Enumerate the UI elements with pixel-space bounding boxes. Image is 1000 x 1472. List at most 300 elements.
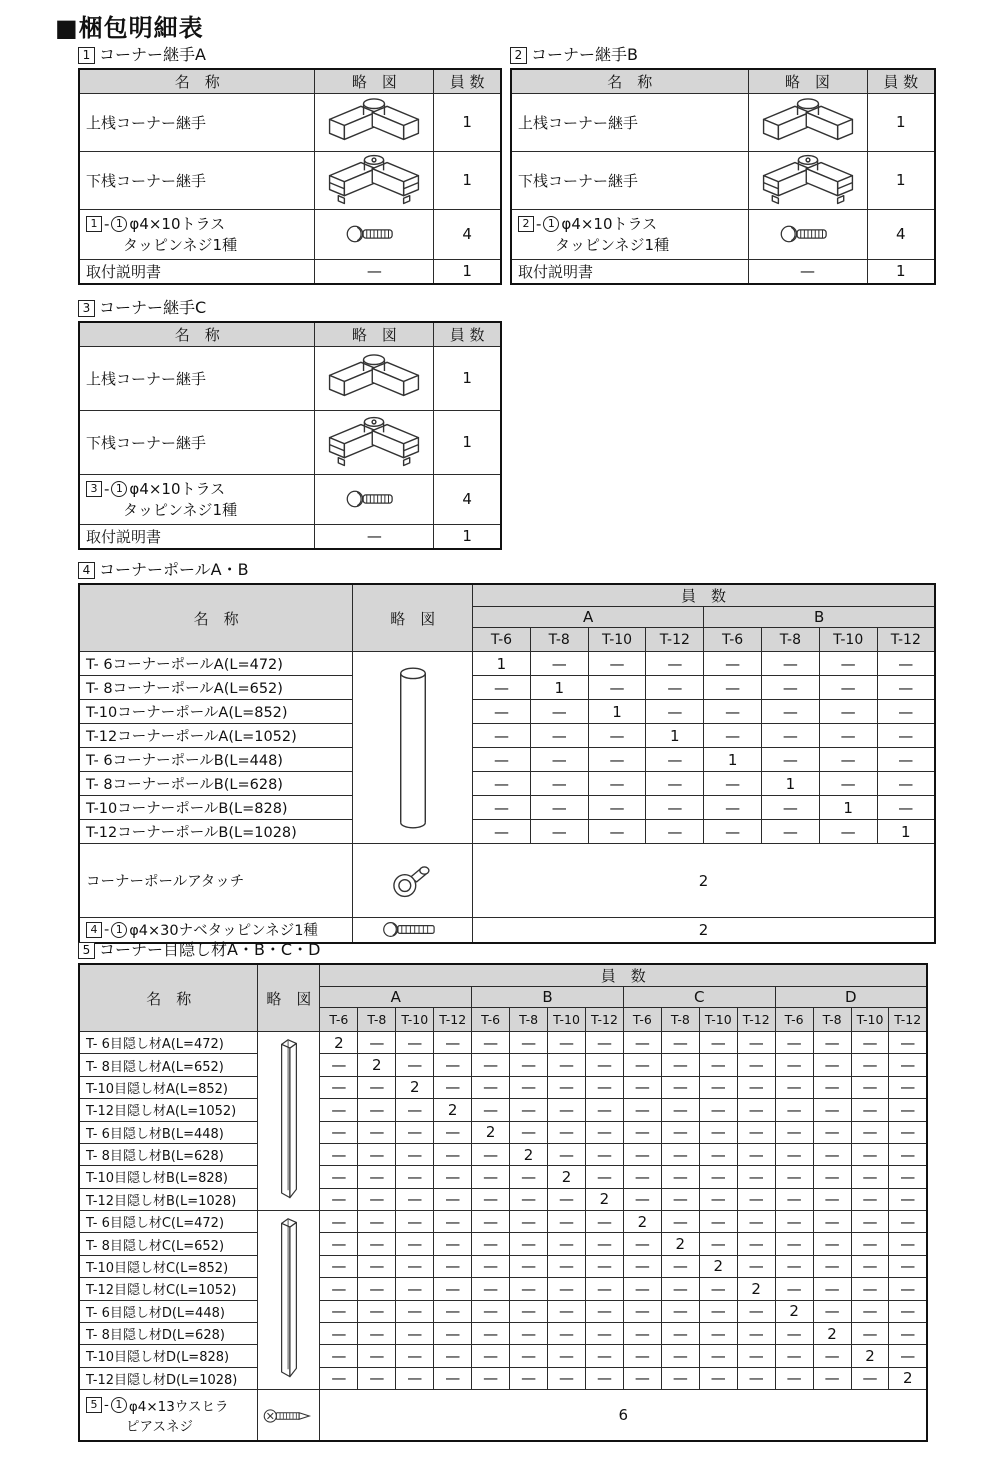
qty-cell: — [472,1188,510,1210]
qty-cell: 2 [889,1367,927,1389]
part-name-cell: 下桟コーナー継手 [79,410,315,474]
qty-cell: 1 [434,93,501,151]
qty-cell: — [775,1143,813,1165]
qty-cell: — [661,1300,699,1322]
qty-column-header: 員 数 [434,69,501,93]
size-header: T-8 [530,628,588,652]
qty-cell: — [889,1143,927,1165]
qty-cell: 2 [737,1278,775,1300]
qty-cell: — [510,1166,548,1188]
part-name-cell: T-10目隠し材B(L=828) [79,1166,258,1188]
qty-cell: — [548,1032,586,1054]
qty-cell: — [737,1143,775,1165]
qty-cell: — [510,1211,548,1233]
qty-cell: — [510,1367,548,1389]
qty-cell: — [699,1166,737,1188]
qty-cell: — [704,820,762,844]
qty-cell: — [358,1143,396,1165]
table-row [79,346,501,410]
qty-cell: — [623,1300,661,1322]
qty-cell: — [699,1099,737,1121]
part-name-cell: T- 8目隠し材A(L=652) [79,1054,258,1076]
box-number: 3 [86,481,102,497]
qty-cell: — [358,1233,396,1255]
qty-cell: — [889,1054,927,1076]
table-row [79,93,501,151]
qty-cell: — [623,1054,661,1076]
qty-cell: — [588,676,646,700]
qty-cell: — [851,1255,889,1277]
size-header: T-8 [358,1008,396,1032]
qty-cell: — [851,1278,889,1300]
group-header: A [320,987,472,1008]
box-number: 3 [78,300,95,317]
part-name-cell: T-12コーナーポールB(L=1028) [79,820,353,844]
qty-cell: — [320,1076,358,1098]
size-header: T-10 [819,628,877,652]
qty-cell: — [396,1054,434,1076]
qty-cell: — [623,1032,661,1054]
table-row [79,772,935,796]
circle-number: 1 [543,216,559,232]
qty-cell: — [472,1233,510,1255]
qty-cell: — [472,1255,510,1277]
qty-cell: — [585,1233,623,1255]
sketch-cell [748,209,867,259]
qty-cell: — [585,1345,623,1367]
box-number: 4 [78,562,95,579]
qty-cell: — [877,652,935,676]
qty-cell: — [737,1367,775,1389]
qty-cell: — [699,1211,737,1233]
table-row [79,1054,927,1076]
qty-cell: 2 [661,1233,699,1255]
qty-cell: — [851,1076,889,1098]
part-name-cell: T- 6目隠し材D(L=448) [79,1300,258,1322]
qty-cell: — [851,1188,889,1210]
qty-cell: — [813,1233,851,1255]
table-block-corner-joint-b [510,46,936,285]
sketch-cell [353,918,473,943]
screw-name-text: φ4×10トラス [561,215,658,233]
qty-header: 員 数 [473,584,935,607]
size-header: T-8 [762,628,820,652]
name-column-header: 名 称 [79,322,315,346]
qty-cell: — [530,652,588,676]
qty-cell: — [585,1322,623,1344]
qty-cell: — [396,1322,434,1344]
qty-cell: — [877,724,935,748]
upper-corner-joint-sketch [324,95,424,149]
size-header: T-12 [646,628,704,652]
sketch-column-header: 略 図 [315,322,434,346]
table-row [79,474,501,524]
qty-cell: 2 [775,1300,813,1322]
part-name-cell: T-10コーナーポールB(L=828) [79,796,353,820]
qty-cell: — [472,1099,510,1121]
qty-cell: — [646,748,704,772]
qty-cell: — [358,1211,396,1233]
qty-cell: — [434,1345,472,1367]
qty-cell: — [737,1233,775,1255]
qty-cell: — [548,1278,586,1300]
table-row [79,1367,927,1389]
qty-cell: — [623,1367,661,1389]
qty-cell: — [530,796,588,820]
qty-cell: — [434,1188,472,1210]
qty-cell: — [623,1233,661,1255]
qty-cell: — [396,1166,434,1188]
table-row [79,1345,927,1367]
qty-cell: — [704,772,762,796]
qty-cell: — [396,1211,434,1233]
qty-cell: — [548,1211,586,1233]
group-header: C [623,987,775,1008]
qty-cell: — [851,1121,889,1143]
qty-cell: — [585,1300,623,1322]
qty-cell: — [472,1278,510,1300]
qty-cell: 4 [434,474,501,524]
qty-cell: — [646,796,704,820]
qty-cell: — [396,1345,434,1367]
qty-cell: — [889,1345,927,1367]
qty-cell: — [661,1166,699,1188]
screw-name-line1 [86,919,349,940]
qty-cell: — [320,1121,358,1143]
qty-cell: — [472,1211,510,1233]
qty-cell: — [396,1233,434,1255]
size-header: T-12 [877,628,935,652]
qty-cell: — [762,796,820,820]
box-number: 1 [78,47,95,64]
qty-cell: — [434,1300,472,1322]
qty-cell: — [851,1367,889,1389]
qty-cell: — [889,1233,927,1255]
qty-cell: — [396,1121,434,1143]
qty-cell: — [661,1188,699,1210]
qty-cell: — [434,1367,472,1389]
qty-cell: 1 [530,676,588,700]
qty-cell: — [472,1300,510,1322]
table-title [78,561,936,579]
qty-cell: — [473,796,531,820]
group-header: B [472,987,624,1008]
qty-cell: — [851,1233,889,1255]
table-row [79,1211,927,1233]
qty-cell: — [548,1188,586,1210]
qty-cell: — [510,1054,548,1076]
qty-cell: — [877,700,935,724]
qty-cell: — [889,1278,927,1300]
qty-cell: — [737,1054,775,1076]
part-name-cell: T-10目隠し材C(L=852) [79,1255,258,1277]
lower-corner-joint-sketch [758,153,858,207]
table-block-corner-joint-a [78,46,502,285]
qty-cell: — [877,796,935,820]
qty-cell: — [646,700,704,724]
name-column-header: 名 称 [79,584,353,652]
qty-cell: 1 [434,346,501,410]
qty-cell: — [762,652,820,676]
sketch-cell [258,1390,320,1441]
part-name-cell: T- 8コーナーポールB(L=628) [79,772,353,796]
sketch-column-header: 略 図 [748,69,867,93]
qty-cell: — [775,1032,813,1054]
qty-cell: — [704,700,762,724]
table-row [79,1076,927,1098]
table-title-text: コーナー継手B [531,45,638,64]
part-name-cell: T- 8目隠し材D(L=628) [79,1322,258,1344]
qty-cell: — [819,700,877,724]
qty-cell: — [473,724,531,748]
qty-cell: — [358,1099,396,1121]
qty-cell: — [661,1099,699,1121]
part-name-cell: 下桟コーナー継手 [511,151,748,209]
qty-cell: — [510,1233,548,1255]
sketch-column-header: 略 図 [315,69,434,93]
qty-cell: — [775,1076,813,1098]
qty-cell: — [851,1211,889,1233]
qty-cell: — [877,772,935,796]
qty-cell: — [661,1211,699,1233]
qty-cell: — [851,1054,889,1076]
qty-cell: — [661,1367,699,1389]
qty-cell: — [775,1345,813,1367]
qty-cell: — [548,1300,586,1322]
qty-cell: — [813,1188,851,1210]
qty-cell: — [762,700,820,724]
part-name-cell: T-12目隠し材A(L=1052) [79,1099,258,1121]
header-row [511,69,935,93]
qty-cell: — [699,1188,737,1210]
lower-corner-joint-sketch [324,153,424,207]
sketch-dash-cell: — [748,259,867,284]
screw-name-text: φ4×10トラス [129,215,226,233]
circle-number: 1 [111,216,127,232]
size-header: T-12 [889,1008,927,1032]
screw-name-text: φ4×10トラス [129,480,226,498]
part-name-cell: T-10目隠し材D(L=828) [79,1345,258,1367]
qty-cell: — [699,1032,737,1054]
table-row [79,1300,927,1322]
table-row [79,1278,927,1300]
qty-cell: — [819,748,877,772]
table-title-text: コーナーポールA・B [99,560,249,579]
qty-cell: — [737,1322,775,1344]
qty-cell: — [775,1367,813,1389]
qty-cell: — [358,1345,396,1367]
corner-pole-sketch [396,663,430,833]
qty-cell: — [661,1121,699,1143]
qty-cell: — [775,1099,813,1121]
qty-cell: — [358,1300,396,1322]
header-row [79,584,935,607]
circle-number: 1 [111,922,127,938]
qty-cell: — [320,1099,358,1121]
truss-screw-sketch [345,488,403,510]
qty-cell: — [472,1076,510,1098]
qty-cell: — [661,1322,699,1344]
qty-cell: 2 [320,1032,358,1054]
qty-cell: — [434,1121,472,1143]
qty-cell: — [510,1345,548,1367]
qty-cell: — [851,1166,889,1188]
qty-cell: — [396,1188,434,1210]
part-name-cell [79,918,353,943]
truss-screw-sketch [345,223,403,245]
qty-cell: 1 [704,748,762,772]
qty-cell: — [585,1099,623,1121]
qty-cell: — [737,1211,775,1233]
sketch-cell [315,410,434,474]
qty-cell: — [320,1255,358,1277]
qty-cell: — [775,1188,813,1210]
pierce-screw-sketch [263,1407,315,1425]
cover-strip-sketch [277,1032,301,1210]
table-row [79,724,935,748]
qty-cell: — [762,820,820,844]
qty-cell: — [889,1032,927,1054]
qty-cell: — [889,1076,927,1098]
qty-cell: — [623,1121,661,1143]
qty-cell: — [530,748,588,772]
qty-cell: — [704,676,762,700]
circle-number: 1 [111,1397,127,1413]
table-row [79,1390,927,1441]
qty-cell: — [775,1211,813,1233]
qty-cell: — [623,1099,661,1121]
qty-cell: 2 [813,1322,851,1344]
qty-cell: 1 [473,652,531,676]
upper-corner-joint-sketch [324,351,424,405]
part-name-cell: T- 6目隠し材B(L=448) [79,1121,258,1143]
qty-cell: 2 [548,1166,586,1188]
part-name-cell: 下桟コーナー継手 [79,151,315,209]
qty-cell: — [775,1166,813,1188]
part-name-cell [79,474,315,524]
page-title: ■梱包明細表 [55,14,204,42]
size-header: T-12 [737,1008,775,1032]
qty-cell: — [588,772,646,796]
size-header: T-10 [588,628,646,652]
part-name-cell: 取付説明書 [511,259,748,284]
qty-cell: — [358,1322,396,1344]
screw-name-line1 [86,213,311,234]
qty-cell: — [737,1300,775,1322]
qty-cell: — [585,1121,623,1143]
qty-cell: — [737,1076,775,1098]
table-row [79,1032,927,1054]
sketch-cell [315,474,434,524]
qty-cell: — [396,1099,434,1121]
qty-cell: — [737,1099,775,1121]
table-block-corner-cover [78,941,928,1442]
truss-screw-sketch [779,223,837,245]
part-name-cell [511,209,748,259]
table-row [79,1121,927,1143]
qty-cell: — [585,1032,623,1054]
part-name-cell: T- 8目隠し材B(L=628) [79,1143,258,1165]
qty-cell: — [623,1345,661,1367]
part-name-cell: 上桟コーナー継手 [79,93,315,151]
qty-cell: — [851,1322,889,1344]
table-row [79,676,935,700]
qty-cell: — [775,1121,813,1143]
qty-cell: — [877,676,935,700]
qty-cell: — [396,1300,434,1322]
part-name-cell: T- 6目隠し材A(L=472) [79,1032,258,1054]
upper-corner-joint-sketch [758,95,858,149]
qty-cell: — [585,1367,623,1389]
qty-cell: 1 [867,151,935,209]
qty-cell: — [699,1054,737,1076]
cover-strip-sketch [277,1211,301,1389]
qty-cell: — [623,1143,661,1165]
qty-cell: — [623,1278,661,1300]
qty-cell: — [704,796,762,820]
qty-cell: 1 [867,259,935,284]
ref-separator: - [104,214,110,233]
part-name-cell: T-12目隠し材B(L=1028) [79,1188,258,1210]
qty-cell: — [775,1054,813,1076]
qty-cell: — [473,676,531,700]
qty-cell: — [472,1322,510,1344]
qty-cell: 1 [434,259,501,284]
sketch-cell [315,151,434,209]
size-header: T-10 [396,1008,434,1032]
group-header: A [473,607,704,628]
part-name-cell: T-12目隠し材D(L=1028) [79,1367,258,1389]
qty-cell: — [510,1188,548,1210]
qty-cell: — [813,1278,851,1300]
qty-cell: — [472,1143,510,1165]
qty-cell: — [737,1255,775,1277]
qty-cell: 2 [510,1143,548,1165]
qty-cell: — [585,1278,623,1300]
size-header: T-12 [434,1008,472,1032]
qty-cell: — [530,820,588,844]
qty-cell: — [704,652,762,676]
size-header: T-10 [548,1008,586,1032]
table-row [511,151,935,209]
qty-cell: — [585,1211,623,1233]
part-name-cell: T-10コーナーポールA(L=852) [79,700,353,724]
qty-cell: 1 [646,724,704,748]
size-header: T-6 [473,628,531,652]
part-name-cell: T- 8目隠し材C(L=652) [79,1233,258,1255]
qty-cell: — [320,1166,358,1188]
screw-name-line1 [86,478,311,499]
qty-cell: — [661,1032,699,1054]
qty-cell: — [819,652,877,676]
qty-column-header: 員 数 [434,322,501,346]
qty-cell: — [320,1278,358,1300]
qty-cell: 6 [320,1390,927,1441]
qty-cell: — [434,1255,472,1277]
qty-cell: — [548,1322,586,1344]
qty-cell: — [775,1322,813,1344]
table-row [79,844,935,918]
qty-cell: — [819,724,877,748]
qty-cell: — [813,1121,851,1143]
qty-cell: 2 [851,1345,889,1367]
part-name-cell [79,209,315,259]
qty-cell: — [813,1166,851,1188]
part-name-cell: T- 6目隠し材C(L=472) [79,1211,258,1233]
sketch-cell [258,1211,320,1390]
table-row [79,259,501,284]
table-row [79,1188,927,1210]
